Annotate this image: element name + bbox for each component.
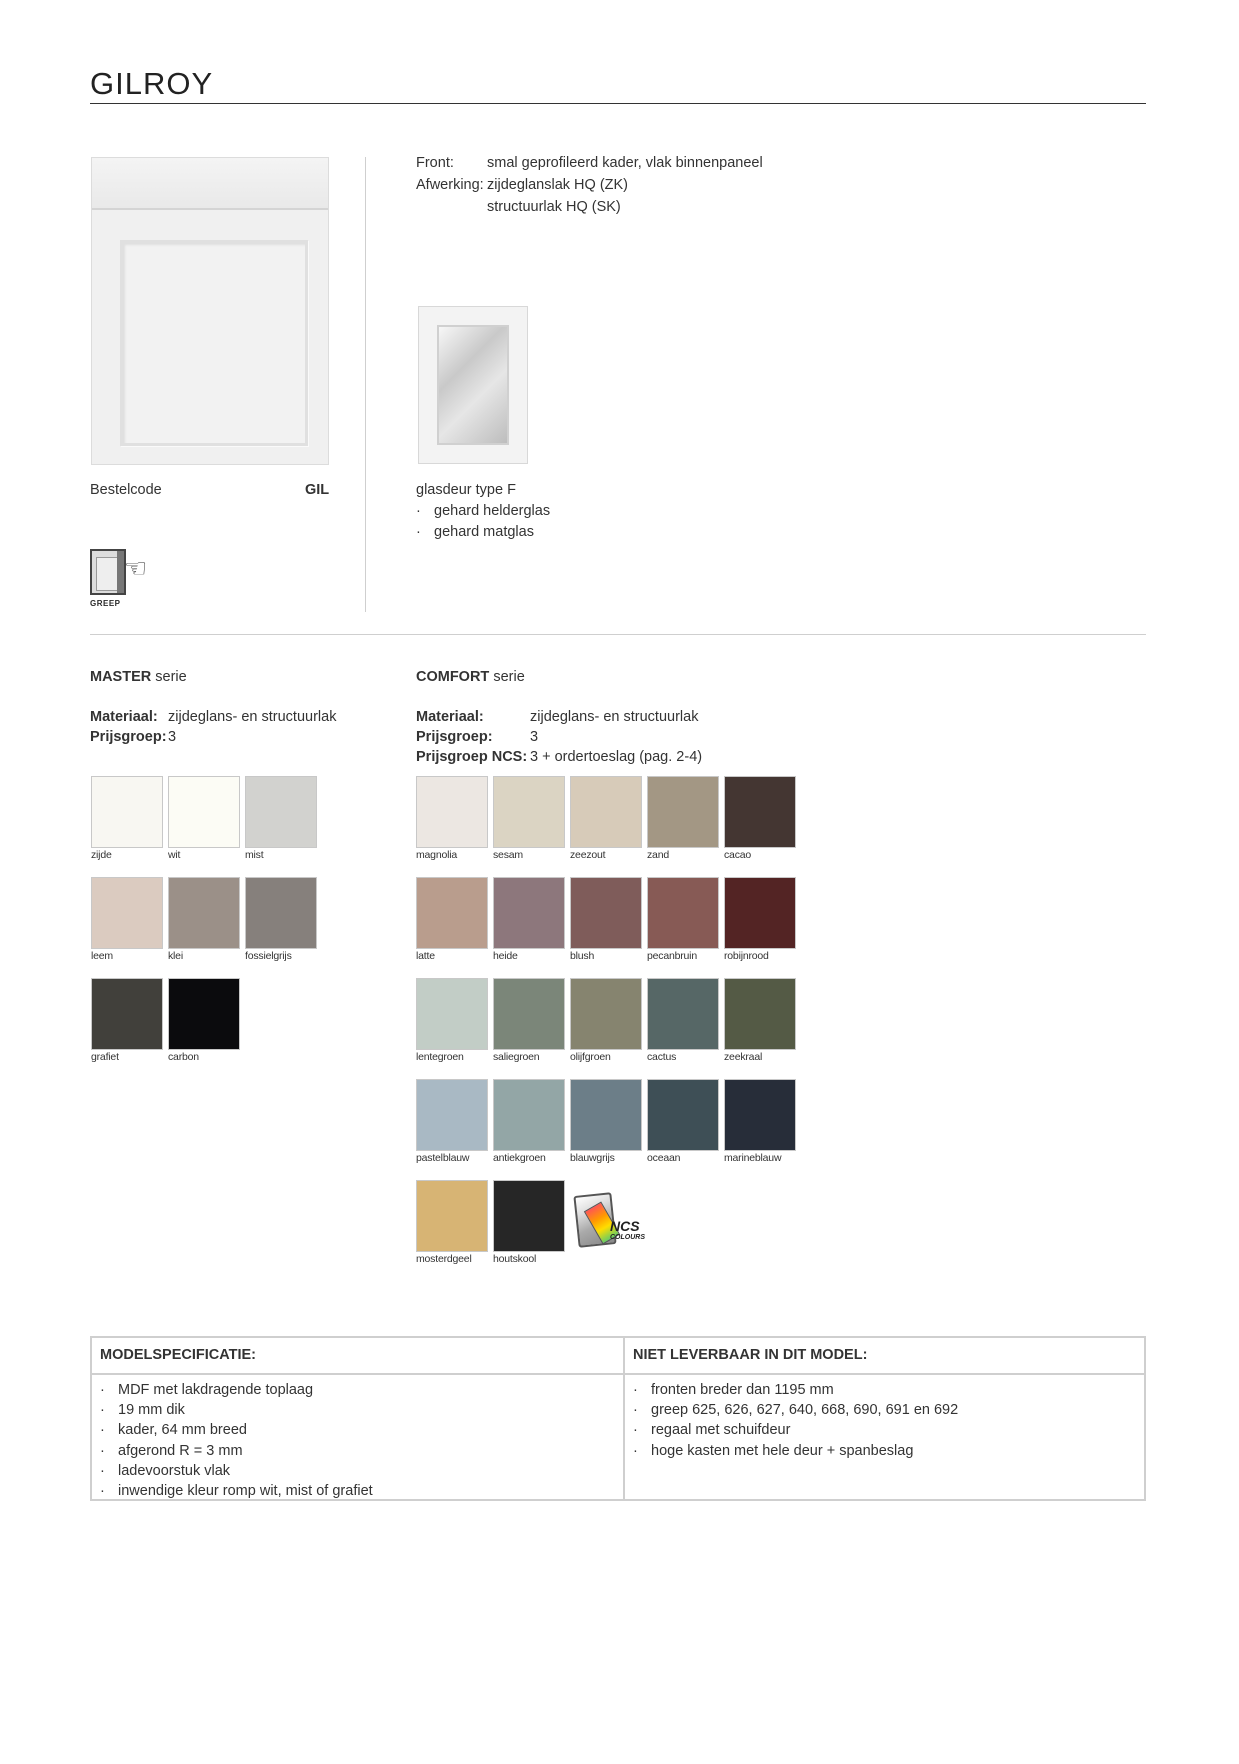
swatch-label: zeekraal (724, 1051, 763, 1063)
color-swatch-klei (168, 877, 240, 949)
glass-door-image (418, 306, 528, 464)
swatch-label: lentegroen (416, 1051, 464, 1063)
series-name: COMFORT (416, 669, 490, 685)
prijsgroep-label: Prijsgroep: (90, 729, 167, 745)
swatch-label: grafiet (91, 1051, 119, 1063)
swatch-label: zijde (91, 849, 112, 861)
door-image (91, 157, 329, 465)
swatch-label: houtskool (493, 1253, 537, 1265)
swatch-label: olijfgroen (570, 1051, 611, 1063)
ncs-logo-subtext: COLOURS (610, 1234, 645, 1241)
color-swatch-heide (493, 877, 565, 949)
door-panel (120, 240, 308, 446)
swatch-label: zeezout (570, 849, 606, 861)
color-swatch-houtskool (493, 1180, 565, 1252)
swatch-label: oceaan (647, 1152, 681, 1164)
color-swatch-fossielgrijs (245, 877, 317, 949)
spec-item: · kader, 64 mm breed (100, 1420, 373, 1440)
color-swatch-wit (168, 776, 240, 848)
color-swatch-zeezout (570, 776, 642, 848)
glass-pane (437, 325, 509, 445)
spec-item: · afgerond R = 3 mm (100, 1441, 373, 1461)
afwerking-value: structuurlak HQ (SK) (487, 199, 621, 215)
swatch-label: blauwgrijs (570, 1152, 615, 1164)
color-swatch-leem (91, 877, 163, 949)
spec-item: · inwendige kleur romp wit, mist of grafiet (100, 1481, 373, 1501)
color-swatch-grafiet (91, 978, 163, 1050)
bestelcode-label: Bestelcode (90, 482, 162, 498)
color-swatch-blush (570, 877, 642, 949)
vertical-divider (365, 157, 366, 612)
color-swatch-sesam (493, 776, 565, 848)
swatch-label: sesam (493, 849, 523, 861)
front-value: smal geprofileerd kader, vlak binnenpaneel (487, 155, 763, 171)
color-swatch-marineblauw (724, 1079, 796, 1151)
swatch-label: magnolia (416, 849, 458, 861)
color-swatch-zeekraal (724, 978, 796, 1050)
afwerking-label: Afwerking: (416, 177, 484, 193)
spec-right-header: NIET LEVERBAAR IN DIT MODEL: (633, 1347, 868, 1363)
materiaal-label: Materiaal: (416, 709, 484, 725)
prijsgroep-label: Prijsgroep: (416, 729, 493, 745)
color-swatch-carbon (168, 978, 240, 1050)
prijsgroep-ncs-label: Prijsgroep NCS: (416, 749, 528, 765)
spec-left-header: MODELSPECIFICATIE: (100, 1347, 257, 1363)
swatch-label: carbon (168, 1051, 199, 1063)
swatch-label: zand (647, 849, 669, 861)
color-swatch-cacao (724, 776, 796, 848)
glass-option: · gehard matglas (416, 522, 534, 543)
swatch-label: klei (168, 950, 183, 962)
prijsgroep-ncs-value: 3 + ordertoeslag (pag. 2-4) (530, 749, 703, 765)
swatch-label: fossielgrijs (245, 950, 292, 962)
page-title: GILROY (90, 66, 214, 101)
swatch-label: blush (570, 950, 595, 962)
swatch-label: robijnrood (724, 950, 769, 962)
color-swatch-zand (647, 776, 719, 848)
not-available-item: · fronten breder dan 1195 mm (633, 1380, 958, 1400)
color-swatch-zijde (91, 776, 163, 848)
not-available-item: · regaal met schuifdeur (633, 1420, 958, 1440)
ncs-colours-logo (574, 1192, 644, 1248)
spec-item: · ladevoorstuk vlak (100, 1461, 373, 1481)
color-swatch-cactus (647, 978, 719, 1050)
master-series-title (90, 667, 187, 688)
swatch-label: mist (245, 849, 264, 861)
afwerking-value: zijdeglanslak HQ (ZK) (487, 177, 629, 193)
spec-item: · 19 mm dik (100, 1400, 373, 1420)
drawer-front (92, 158, 328, 210)
series-suffix: serie (151, 669, 187, 685)
greep-icon (90, 549, 170, 611)
series-name: MASTER (90, 669, 152, 685)
prijsgroep-value: 3 (530, 729, 539, 745)
color-swatch-robijnrood (724, 877, 796, 949)
not-available-list (633, 1380, 958, 1461)
model-spec-list (100, 1380, 373, 1501)
color-swatch-magnolia (416, 776, 488, 848)
color-swatch-antiekgroen (493, 1079, 565, 1151)
materiaal-value: zijdeglans- en structuurlak (168, 709, 337, 725)
prijsgroep-value: 3 (168, 729, 177, 745)
greep-label: GREEP (90, 599, 121, 608)
color-swatch-olijfgroen (570, 978, 642, 1050)
swatch-label: pecanbruin (647, 950, 697, 962)
color-swatch-pecanbruin (647, 877, 719, 949)
color-swatch-mosterdgeel (416, 1180, 488, 1252)
color-swatch-mist (245, 776, 317, 848)
color-swatch-saliegroen (493, 978, 565, 1050)
spec-table (90, 1336, 1146, 1501)
color-swatch-lentegroen (416, 978, 488, 1050)
color-swatch-blauwgrijs (570, 1079, 642, 1151)
front-label: Front: (416, 155, 454, 171)
swatch-label: pastelblauw (416, 1152, 470, 1164)
materiaal-label: Materiaal: (90, 709, 158, 725)
swatch-label: wit (168, 849, 181, 861)
bestelcode-value: GIL (305, 482, 330, 498)
glass-option: · gehard helderglas (416, 501, 550, 522)
swatch-label: mosterdgeel (416, 1253, 472, 1265)
glass-door-title: glasdeur type F (416, 482, 516, 498)
cabinet-icon (90, 549, 126, 595)
comfort-series-title (416, 667, 525, 688)
materiaal-value: zijdeglans- en structuurlak (530, 709, 699, 725)
section-divider (90, 634, 1146, 635)
not-available-item: · hoge kasten met hele deur + spanbeslag (633, 1441, 958, 1461)
not-available-item: · greep 625, 626, 627, 640, 668, 690, 691 en 692 (633, 1400, 958, 1420)
series-suffix: serie (489, 669, 525, 685)
swatch-label: cactus (647, 1051, 677, 1063)
title-divider (90, 103, 1146, 104)
swatch-label: saliegroen (493, 1051, 540, 1063)
spec-item: · MDF met lakdragende toplaag (100, 1380, 373, 1400)
swatch-label: leem (91, 950, 113, 962)
color-swatch-latte (416, 877, 488, 949)
swatch-label: marineblauw (724, 1152, 782, 1164)
ncs-logo-text: NCS (610, 1218, 640, 1234)
color-swatch-oceaan (647, 1079, 719, 1151)
swatch-label: heide (493, 950, 518, 962)
swatch-label: cacao (724, 849, 752, 861)
swatch-label: antiekgroen (493, 1152, 546, 1164)
color-swatch-pastelblauw (416, 1079, 488, 1151)
hand-icon: ☜ (124, 553, 148, 583)
swatch-label: latte (416, 950, 435, 962)
